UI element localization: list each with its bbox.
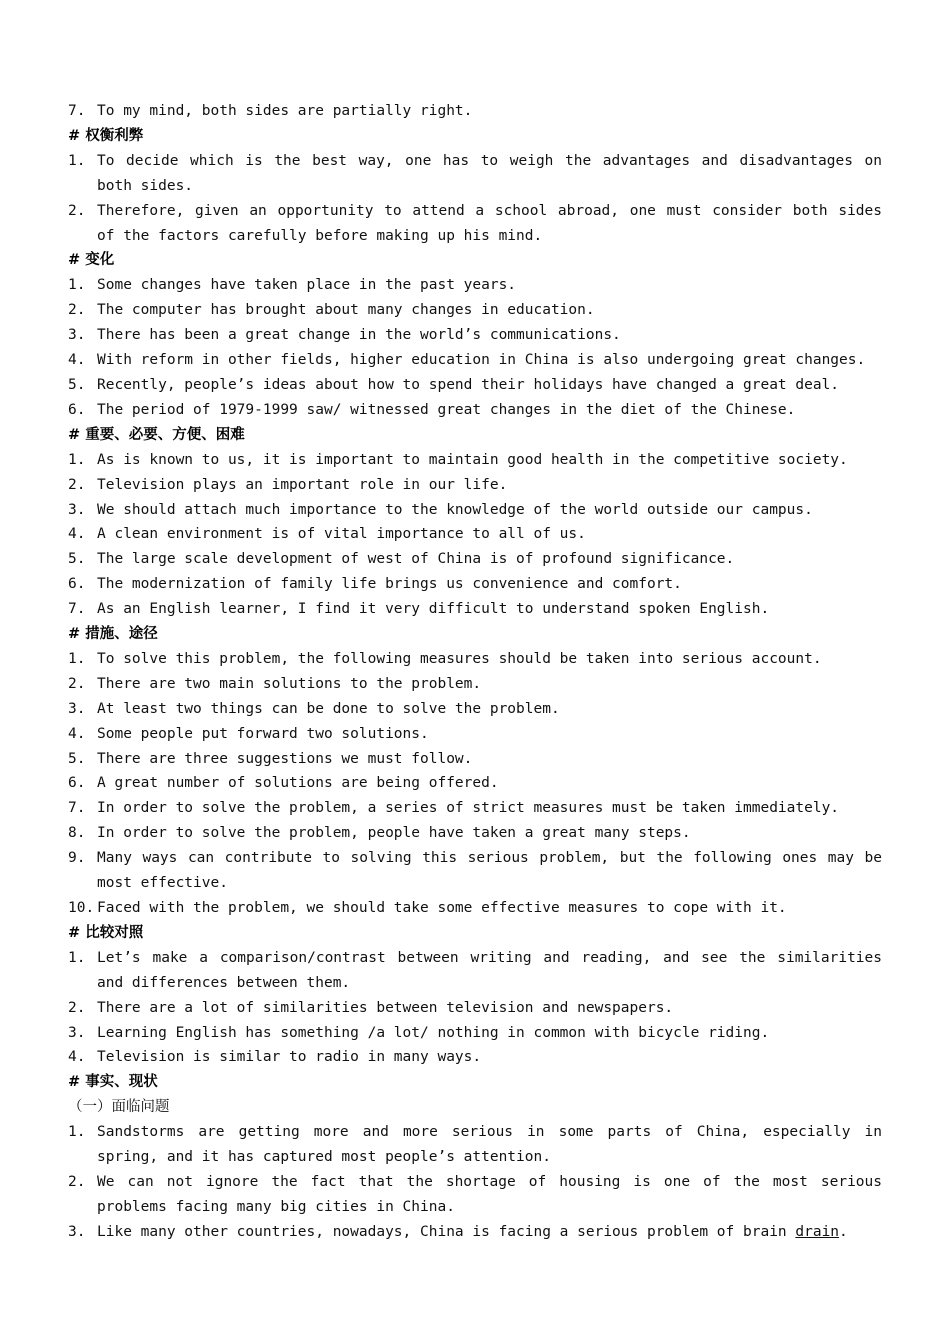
list-item <box>68 572 882 597</box>
item-text: Television is similar to radio in many ways. <box>97 1049 482 1066</box>
item-number: 1. <box>68 949 86 966</box>
list-item <box>68 672 882 697</box>
item-text: The large scale development of west of China is of profound significance. <box>97 551 735 568</box>
item-number: 4. <box>68 526 86 543</box>
item-text: In order to solve the problem, a series of strict measures must be taken immediately. <box>97 800 840 817</box>
list-item <box>68 821 882 846</box>
section-heading-facts: # 事实、现状 <box>68 1074 158 1091</box>
item-text: There are a lot of similarities between television and newspapers. <box>97 999 674 1016</box>
item-text: Recently, people’s ideas about how to spend their holidays have changed a great deal. <box>97 376 840 393</box>
list-item <box>68 498 882 523</box>
item-text: Sandstorms are getting more and more serious in some parts of China, especially in spring, and it has captured most people’s attention. <box>97 1124 882 1166</box>
item-number: 4. <box>68 1049 86 1066</box>
item-text: There are two main solutions to the problem. <box>97 675 482 692</box>
item-number: 6. <box>68 775 86 792</box>
item-number: 1. <box>68 277 86 294</box>
item-text: Let’s make a comparison/contrast between writing and reading, and see the similarities and differences between them. <box>97 949 882 991</box>
item-number: 2. <box>68 999 86 1016</box>
item-text: Faced with the problem, we should take some effective measures to cope with it. <box>97 900 787 916</box>
item-number: 6. <box>68 576 86 593</box>
list-item <box>68 547 882 572</box>
item-text: To decide which is the best way, one has to weigh the advantages and disadvantages on both sides. <box>97 152 882 194</box>
item-text: To my mind, both sides are partially right. <box>97 103 473 119</box>
item-number: 7. <box>68 601 86 618</box>
section-heading-importance: # 重要、必要、方便、困难 <box>68 426 245 443</box>
item-text: A clean environment is of vital importance to all of us. <box>97 526 586 543</box>
item-text: With reform in other fields, higher education in China is also undergoing great changes. <box>97 352 866 369</box>
list-item <box>68 348 882 373</box>
list-item <box>68 448 882 473</box>
list-item <box>68 747 882 772</box>
item-text: Some changes have taken place in the past years. <box>97 277 517 294</box>
item-text <box>97 1220 882 1245</box>
item-text-main: Like many other countries, nowadays, China is facing a serious problem of brain <box>97 1223 796 1240</box>
item-number: 1. <box>68 1124 86 1141</box>
list-item <box>68 323 882 348</box>
item-text: We should attach much importance to the knowledge of the world outside our campus. <box>97 501 813 518</box>
item-number: 9. <box>68 850 86 867</box>
item-text: Learning English has something /a lot/ nothing in common with bicycle riding. <box>97 1024 770 1041</box>
document-body <box>68 99 882 1245</box>
list-item <box>68 647 882 672</box>
list-item <box>68 1045 882 1070</box>
section-heading-comparison: # 比较对照 <box>68 924 144 941</box>
item-text: The computer has brought about many changes in education. <box>97 302 595 319</box>
list-item <box>68 199 882 249</box>
list-item <box>68 473 882 498</box>
list-item <box>68 796 882 821</box>
section-heading-measures: # 措施、途径 <box>68 626 158 643</box>
item-text: There are three suggestions we must follow. <box>97 750 473 767</box>
item-number: 3. <box>68 501 86 518</box>
item-text: The modernization of family life brings us convenience and comfort. <box>97 576 682 593</box>
list-item <box>68 846 882 896</box>
item-text: There has been a great change in the world’s communications. <box>97 327 621 344</box>
item-number: 8. <box>68 825 86 842</box>
list-item <box>68 946 882 996</box>
list-item <box>68 722 882 747</box>
item-text: Television plays an important role in our life. <box>97 476 508 493</box>
item-text: Some people put forward two solutions. <box>97 725 429 742</box>
list-item <box>68 996 882 1021</box>
item-text: To solve this problem, the following measures should be taken into serious account. <box>97 650 822 667</box>
list-item <box>68 1021 882 1046</box>
list-item <box>68 896 882 921</box>
item-number: 7. <box>68 800 86 817</box>
list-item <box>68 597 882 622</box>
list-item <box>68 1120 882 1170</box>
list-item <box>68 1170 882 1220</box>
list-item <box>68 1220 882 1245</box>
item-text: Many ways can contribute to solving this serious problem, but the following ones may be most effective. <box>97 850 882 892</box>
item-number: 5. <box>68 551 86 568</box>
item-number: 3. <box>68 700 86 717</box>
item-number: 5. <box>68 376 86 393</box>
section-heading-weigh: # 权衡利弊 <box>68 127 144 144</box>
list-item <box>68 771 882 796</box>
item-number: 3. <box>68 1223 86 1240</box>
item-number: 2. <box>68 476 86 493</box>
subsection-heading: （一）面临问题 <box>68 1099 170 1116</box>
item-number: 10. <box>68 900 95 916</box>
section-heading-changes: # 变化 <box>68 252 115 269</box>
item-number: 2. <box>68 302 86 319</box>
item-number: 4. <box>68 725 86 742</box>
item-number: 2. <box>68 675 86 692</box>
list-item <box>68 149 882 199</box>
item-text: As an English learner, I find it very difficult to understand spoken English. <box>97 601 770 618</box>
item-text: At least two things can be done to solve the problem. <box>97 700 560 717</box>
underlined-word: drain <box>795 1223 840 1240</box>
list-item <box>68 697 882 722</box>
item-number: 5. <box>68 750 86 767</box>
item-number: 2. <box>68 1173 86 1190</box>
list-item <box>68 522 882 547</box>
item-text: In order to solve the problem, people have taken a great many steps. <box>97 825 691 842</box>
item-number: 1. <box>68 650 86 667</box>
item-text: A great number of solutions are being offered. <box>97 775 499 792</box>
list-item <box>68 398 882 423</box>
item-text: Therefore, given an opportunity to attend a school abroad, one must consider both sides of the factors carefully before making up his mind. <box>97 202 882 244</box>
item-number: 1. <box>68 451 86 468</box>
item-text: We can not ignore the fact that the shortage of housing is one of the most serious problems facing many big cities in China. <box>97 1173 882 1215</box>
item-number: 2. <box>68 202 86 219</box>
item-text: As is known to us, it is important to maintain good health in the competitive society. <box>97 451 848 468</box>
item-number: 3. <box>68 327 86 344</box>
item-number: 6. <box>68 401 86 418</box>
list-item <box>68 99 882 124</box>
item-number: 4. <box>68 352 86 369</box>
item-text: The period of 1979-1999 saw/ witnessed great changes in the diet of the Chinese. <box>97 401 796 418</box>
list-item <box>68 373 882 398</box>
list-item <box>68 273 882 298</box>
item-number: 1. <box>68 152 86 169</box>
item-number: 7. <box>68 103 86 119</box>
item-text-tail: . <box>839 1223 848 1240</box>
item-number: 3. <box>68 1024 86 1041</box>
list-item <box>68 298 882 323</box>
